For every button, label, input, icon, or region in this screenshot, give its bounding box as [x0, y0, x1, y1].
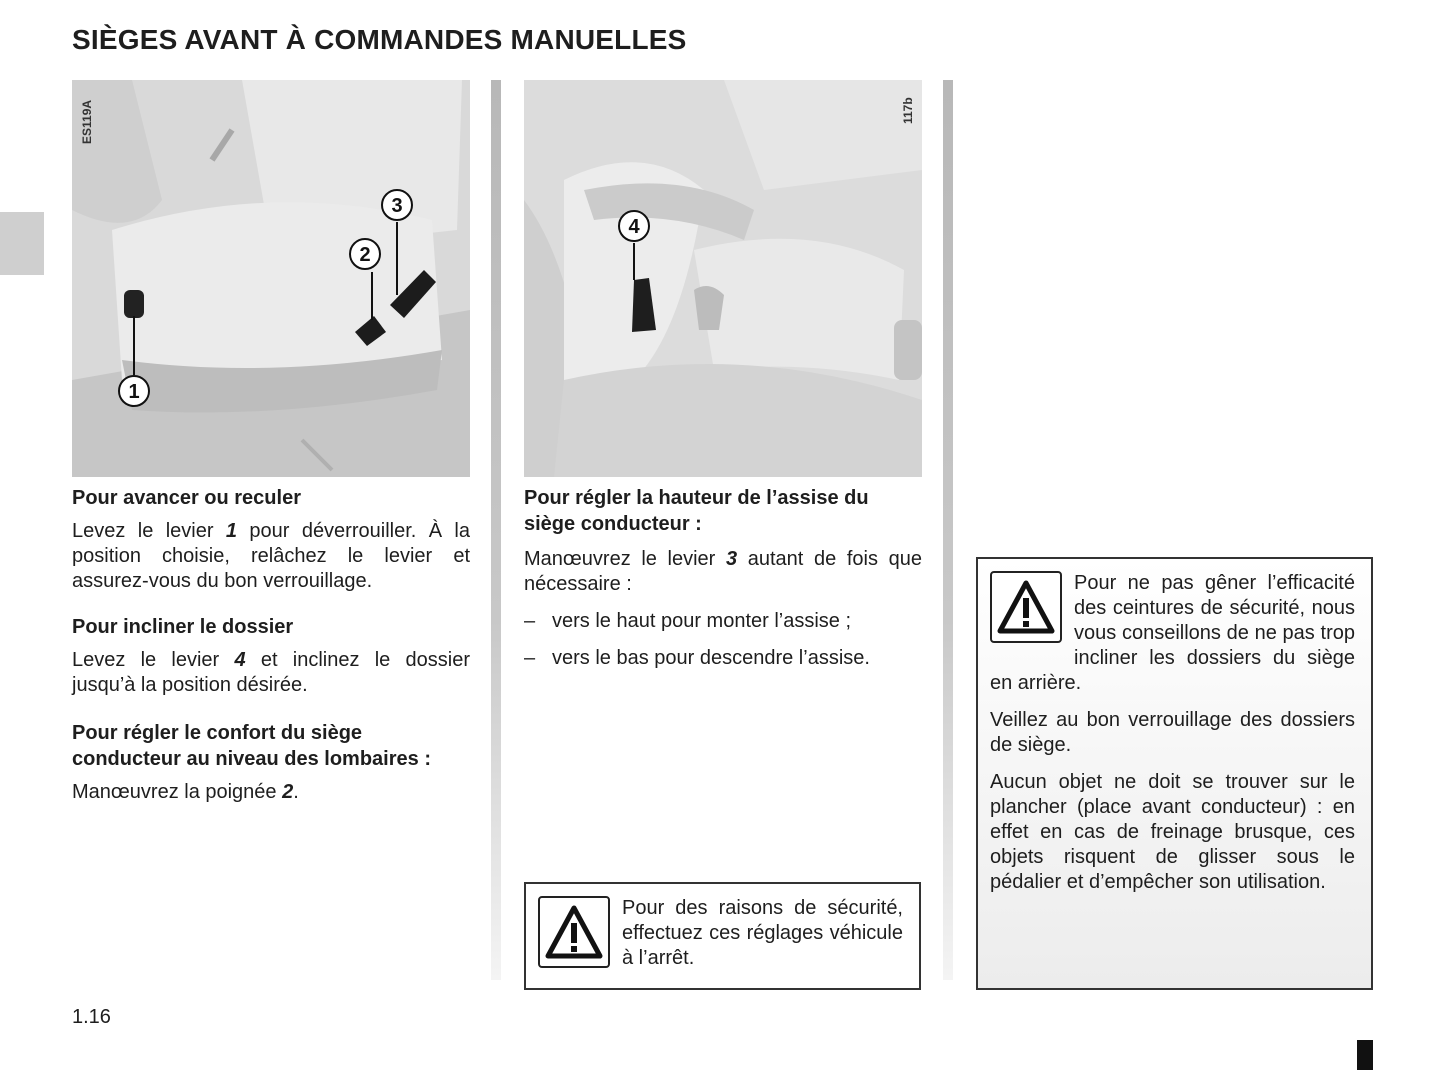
seat-illustration	[524, 80, 922, 477]
column-separator	[491, 80, 501, 980]
list-item: – vers le haut pour monter l’assise ;	[524, 610, 852, 632]
callout-2	[350, 239, 380, 269]
section-tab	[0, 212, 44, 275]
svg-text:4: 4	[628, 216, 640, 238]
column-middle	[524, 80, 922, 671]
callout-1	[119, 376, 149, 406]
section-text: Levez le levier 4 et inclinez le dossier jusqu’à la position désirée.	[72, 649, 470, 696]
seat-illustration	[72, 80, 470, 477]
list-item: – vers le bas pour descendre l’assise.	[524, 647, 870, 669]
corner-marker	[1357, 1040, 1373, 1070]
section-text: Manœuvrez la poignée 2.	[72, 781, 299, 803]
section-heading: Pour incliner le dossier	[72, 616, 294, 638]
photo-reference: 117b	[901, 97, 915, 124]
section-text: Manœuvrez le levier 3 autant de fois que nécessaire :	[524, 548, 922, 595]
section-heading: Pour régler la hauteur de l’assise du siège conducteur :	[524, 487, 869, 535]
section-text: Levez le levier 1 pour déverrouiller. À la position choisie, relâchez le levier et assurez-vous du bon verrouillage.	[72, 520, 470, 592]
warning-triangle-icon	[538, 896, 610, 968]
callout-3	[382, 190, 412, 220]
seat-photo-side-levers	[72, 80, 470, 477]
section-heading: Pour régler le confort du siège conducteur au niveau des lombaires :	[72, 722, 431, 770]
column-left	[72, 80, 470, 805]
svg-text:1: 1	[128, 381, 140, 403]
warning-triangle-icon	[990, 571, 1062, 643]
seatbelt-warning-box	[976, 557, 1373, 990]
warning-text: Veillez au bon verrouillage des dossiers de siège.	[990, 709, 1355, 756]
photo-reference: ES119A	[80, 99, 94, 144]
page-number: 1.16	[72, 1006, 111, 1028]
page-title: SIÈGES AVANT À COMMANDES MANUELLES	[72, 24, 687, 55]
seat-photo-backrest-lever	[524, 80, 922, 477]
column-separator	[943, 80, 953, 980]
svg-text:3: 3	[391, 195, 403, 217]
svg-text:2: 2	[359, 244, 371, 266]
warning-text: Aucun objet ne doit se trouver sur le plancher (place avant conducteur) : en effet en cas de freinage brusque, ces objets risquent de glisser sous le pédalier et d’empêcher son utilisation.	[990, 771, 1355, 893]
warning-text: Pour ne pas gêner l’efficacité des ceintures de sécurité, nous vous conseillons de ne pas trop incliner les dossiers du siège en arrière.	[990, 572, 1355, 694]
section-heading: Pour avancer ou reculer	[72, 487, 301, 509]
callout-4	[619, 211, 649, 241]
safety-warning-box	[524, 882, 921, 990]
warning-text: Pour des raisons de sécurité, effectuez ces réglages véhicule à l’arrêt.	[622, 897, 903, 969]
